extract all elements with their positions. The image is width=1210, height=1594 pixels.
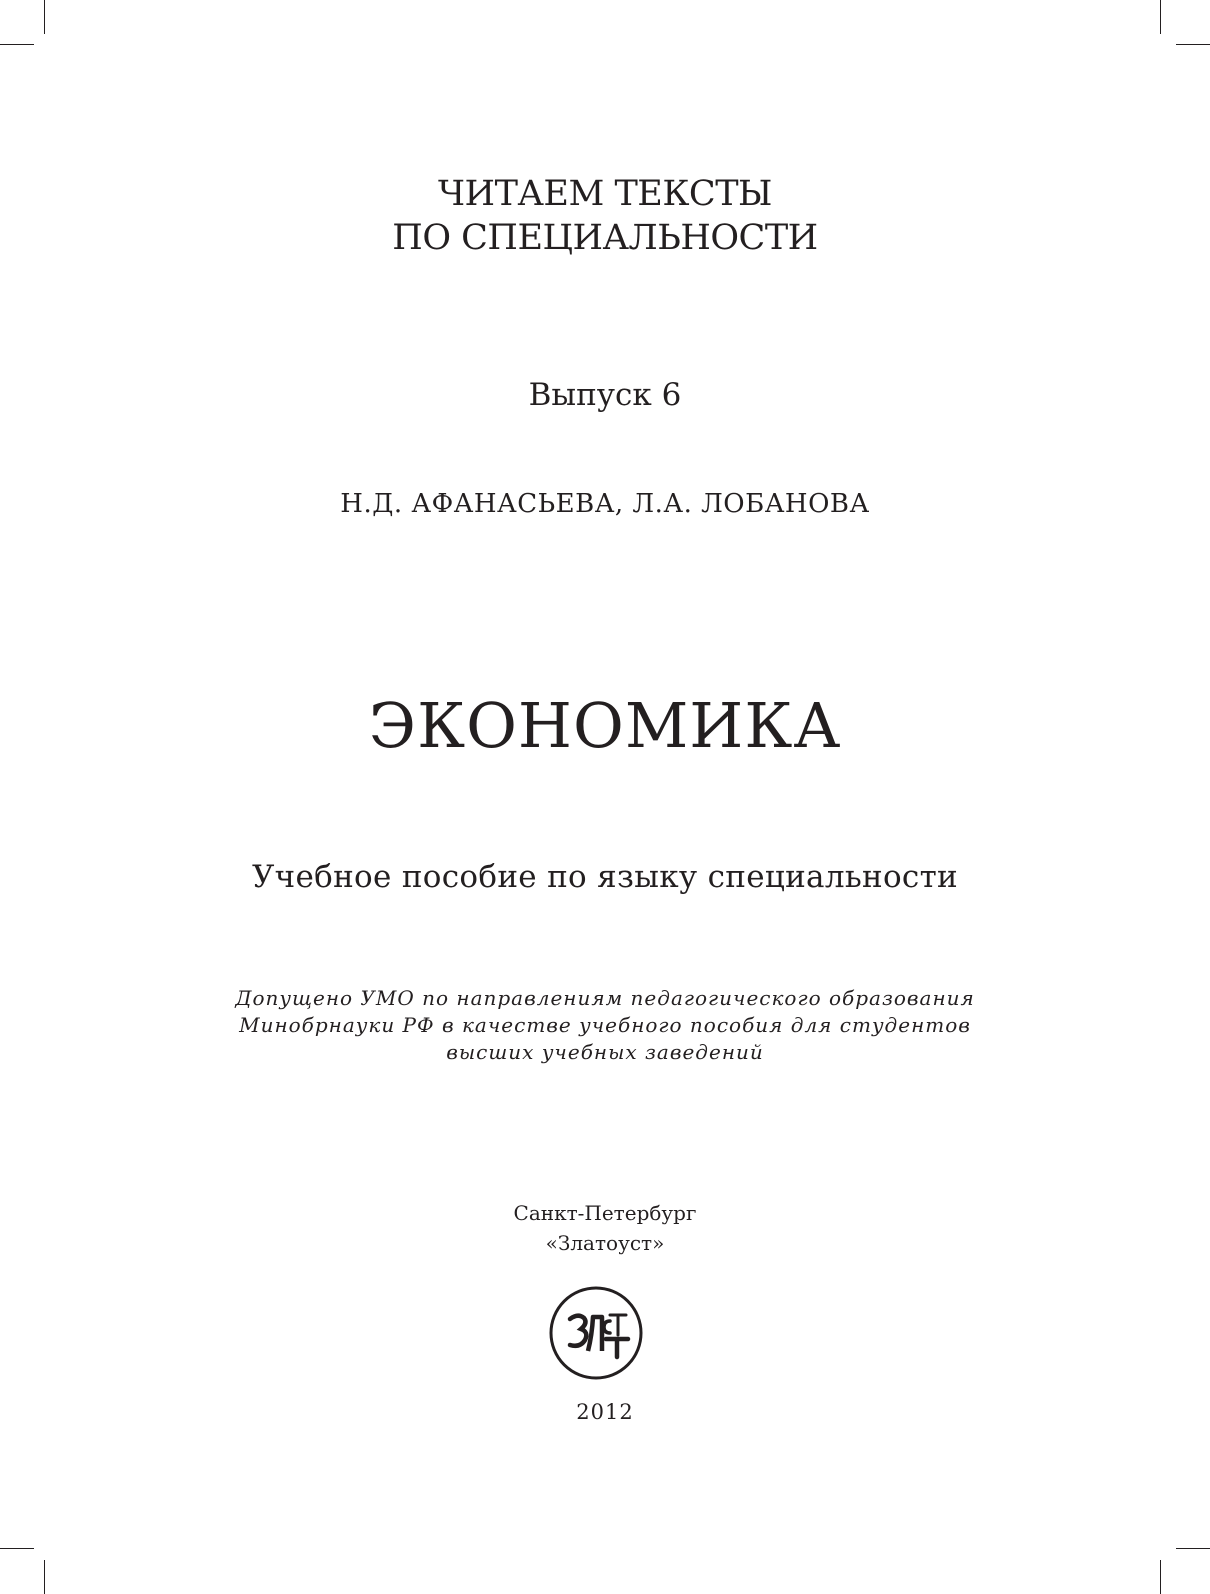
publication-year: 2012 [576, 1400, 634, 1424]
crop-mark-top-left-vertical [44, 0, 45, 34]
book-subtitle: Учебное пособие по языку специальности [251, 859, 958, 895]
crop-mark-top-left-horizontal [0, 44, 34, 45]
series-title-line-1: ЧИТАЕМ ТЕКСТЫ [438, 174, 772, 214]
approval-line-1: Допущено УМО по направлениям педагогического образования [235, 986, 975, 1010]
approval-line-2: Минобрнауки РФ в качестве учебного пособия для студентов [239, 1013, 971, 1037]
approval-line-3: высших учебных заведений [446, 1040, 764, 1064]
imprint-block [0, 1198, 1210, 1258]
crop-mark-top-right-vertical [1160, 0, 1161, 34]
imprint-publisher: «Златоуст» [545, 1231, 665, 1255]
approval-note [0, 985, 1210, 1066]
crop-mark-top-right-horizontal [1176, 44, 1210, 45]
crop-mark-bottom-left-horizontal [0, 1548, 34, 1549]
book-title: ЭКОНОМИКА [368, 689, 842, 762]
imprint-city: Санкт-Петербург [513, 1201, 697, 1225]
issue-number: Выпуск 6 [528, 377, 682, 413]
series-title-line-2: ПО СПЕЦИАЛЬНОСТИ [392, 218, 818, 258]
crop-mark-bottom-left-vertical [44, 1560, 45, 1594]
zlatoust-publisher-logo-icon [548, 1285, 644, 1381]
series-title [0, 172, 1210, 260]
crop-mark-bottom-right-horizontal [1176, 1548, 1210, 1549]
authors: Н.Д. АФАНАСЬЕВА, Л.А. ЛОБАНОВА [340, 489, 870, 519]
crop-mark-bottom-right-vertical [1160, 1560, 1161, 1594]
